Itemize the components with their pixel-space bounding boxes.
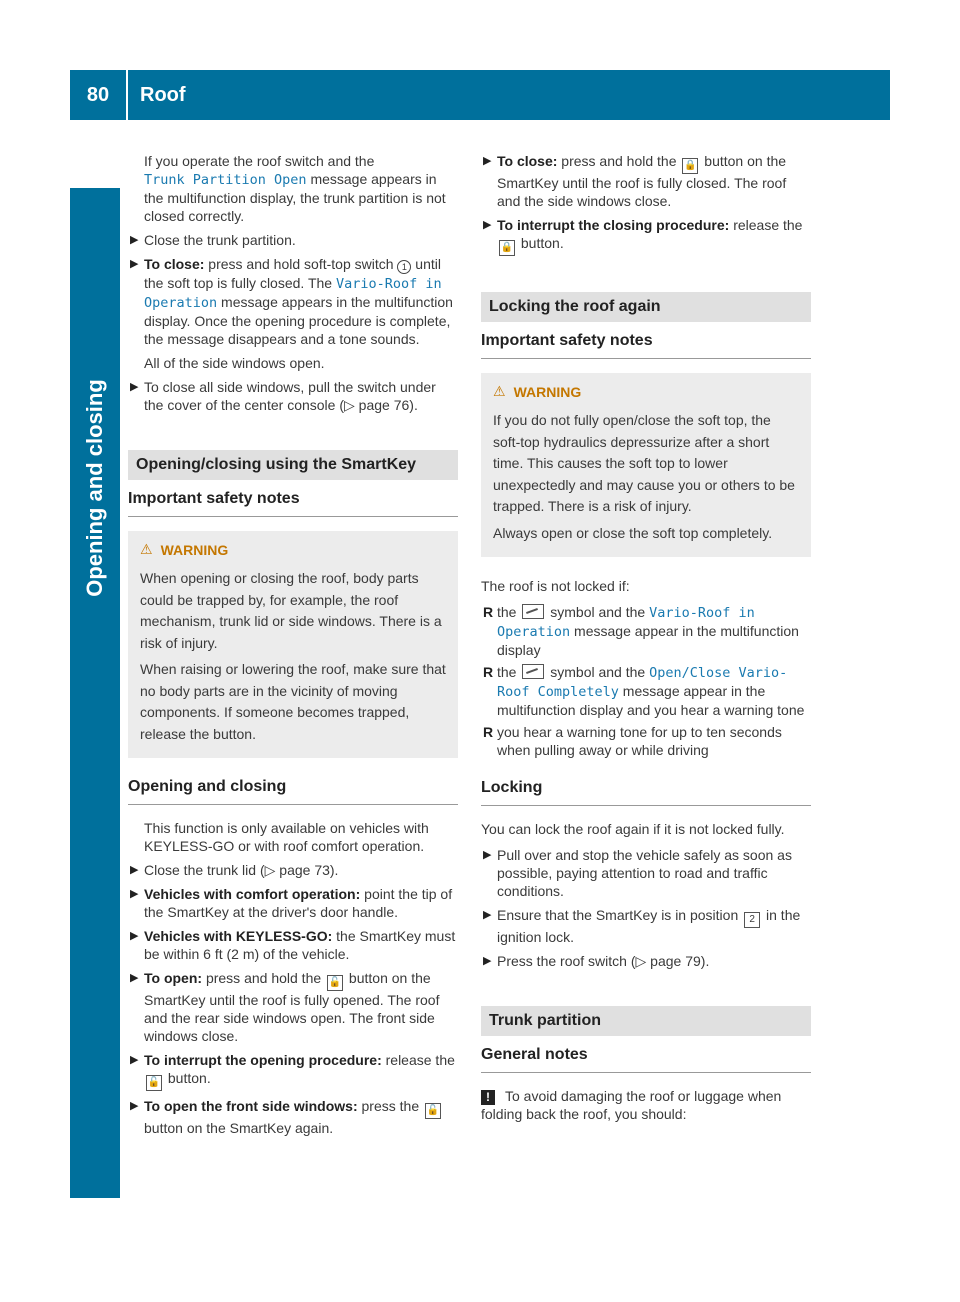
warning-triangle-icon: ⚠ [140,541,153,557]
header-divider [126,70,128,120]
section-heading-trunk-partition: Trunk partition [481,1006,811,1036]
not-locked-intro: The roof is not locked if: [481,578,630,594]
step-pull-over: ▶ Pull over and stop the vehicle safely as soon as possible, paying attention to road and traffic conditions. [483,847,792,899]
display-message: Open/Close Vario-Roof Completely [497,665,788,700]
step-interrupt-opening: ▶ To interrupt the opening procedure: release the 🔓 button. [128,1051,458,1091]
step-arrow-icon: ▶ [130,1100,139,1112]
lock-icon: 🔒 [682,158,698,174]
unlock-icon: 🔓 [425,1103,441,1119]
step-arrow-icon: ▶ [483,955,492,967]
sidebar-title: Opening and closing [82,379,107,597]
page-reference[interactable]: page 76). [358,397,418,413]
bullet-icon: R [483,604,494,620]
page-reference[interactable]: page 73). [279,862,339,878]
roof-warning-symbol-icon [522,604,544,619]
page-number: 80 [86,83,110,106]
lock-icon: 🔒 [499,240,515,256]
warning-title: ⚠ WARNING [140,541,229,558]
warning-paragraph: Always open or close the soft top completely. [493,524,773,541]
list-item: R the symbol and the Open/Close Vario-Roof Completely message appear in the multifunction display and you hear a warning tone [483,664,805,718]
subheading-general-notes: General notes [481,1046,811,1073]
page-ref-icon: ▷ [635,953,647,969]
key-position-icon: 2 [744,912,760,928]
unlock-icon: 🔓 [327,975,343,991]
windows-open-text: All of the side windows open. [144,355,325,371]
warning-paragraph: When raising or lowering the roof, make sure that no body parts are in the vicinity of moving components. If someone becomes trapped, release the button. [140,661,446,742]
step-arrow-icon: ▶ [130,381,139,393]
step-arrow-icon: ▶ [483,155,492,167]
note-paragraph: ! To avoid damaging the roof or luggage when folding back the roof, you should: [481,1088,782,1122]
step-arrow-icon: ▶ [483,909,492,921]
page-ref-icon: ▷ [264,862,276,878]
bullet-icon: R [483,724,494,740]
roof-warning-symbol-icon [522,664,544,679]
header-bar [70,70,890,120]
intro-paragraph: If you operate the roof switch and the Trunk Partition Open message appears in the multifunction display, the trunk partition is not closed correctly. [144,153,446,224]
step-smartkey-position: ▶ Ensure that the SmartKey is in position 2 in the ignition lock. [483,907,801,945]
page-reference[interactable]: page 79). [650,953,710,969]
step-keyless-go: ▶ Vehicles with KEYLESS-GO: the SmartKey must be within 6 ft (2 m) of the vehicle. [130,928,456,962]
step-close-trunk-lid: ▶ Close the trunk lid (▷ page 73). [130,862,339,878]
step-interrupt-closing: ▶ To interrupt the closing procedure: release the 🔒 button. [481,216,811,256]
step-arrow-icon: ▶ [130,1054,139,1066]
caution-icon: ! [481,1090,495,1105]
step-press-roof-switch: ▶ Press the roof switch (▷ page 79). [483,953,710,969]
display-message: Vario-Roof in Operation [144,276,442,311]
subheading-safety-notes: Important safety notes [128,490,458,517]
step-to-close: ▶ To close: press and hold soft-top switch 1 until the soft top is fully closed. The Vario-Roof in Operation message appears in the multifunction display. Once the opening procedure is complete, the message disappears and a tone sounds. [130,256,453,347]
page-ref-icon: ▷ [344,397,355,413]
locking-intro: You can lock the roof again if it is not locked fully. [481,821,785,837]
step-close-windows: ▶ To close all side windows, pull the switch under the cover of the center console (▷ page 76). [130,379,436,413]
section-heading-locking-roof: Locking the roof again [481,292,811,322]
step-arrow-icon: ▶ [130,234,139,246]
warning-paragraph: If you do not fully open/close the soft top, the soft-top hydraulics depressurize after a short time. This causes the soft top to lower unexpectedly and may cause you or others to be trapped. There is a risk of injury. [493,412,795,514]
step-to-close: ▶ To close: press and hold the 🔒 button on the SmartKey until the roof is fully closed. The roof and the side windows close. [483,153,787,209]
warning-title: ⚠ WARNING [493,383,582,400]
warning-box [481,373,811,557]
sidebar-divider [70,186,120,188]
page-title: Roof [140,83,186,106]
right-column [481,152,811,1123]
step-arrow-icon: ▶ [130,864,139,876]
step-arrow-icon: ▶ [130,972,139,984]
step-to-open: ▶ To open: press and hold the 🔓 button on the SmartKey until the roof is fully opened. The roof and the rear side windows open. The front side windows close. [130,970,440,1044]
switch-number-icon: 1 [397,260,411,274]
step-arrow-icon: ▶ [130,258,139,270]
warning-paragraph: When opening or closing the roof, body parts could be trapped by, for example, the roof mechanism, trunk lid or side windows. There is a risk of injury. [140,570,442,651]
list-item: R you hear a warning tone for up to ten seconds when pulling away or while driving [483,724,782,758]
bullet-icon: R [483,664,494,680]
section-heading-smartkey: Opening/closing using the SmartKey [128,450,458,480]
step-comfort-operation: ▶ Vehicles with comfort operation: point the tip of the SmartKey at the driver's door handle. [130,886,453,920]
step-close-trunk-partition: ▶ Close the trunk partition. [130,232,296,248]
subheading-opening-closing: Opening and closing [128,778,458,805]
list-item: R the symbol and the Vario-Roof in Operation message appear in the multifunction display [483,604,799,658]
subheading-locking: Locking [481,779,811,806]
step-open-front-windows: ▶ To open the front side windows: press the 🔓 button on the SmartKey again. [130,1098,440,1136]
display-message: Vario-Roof in Operation [497,605,755,640]
subheading-safety-notes: Important safety notes [481,332,811,359]
left-column [128,152,458,1143]
unlock-icon: 🔓 [146,1075,162,1091]
step-arrow-icon: ▶ [483,849,492,861]
opening-closing-intro: This function is only available on vehicles with KEYLESS-GO or with roof comfort operation. [144,820,429,854]
warning-box [128,531,458,758]
sidebar-tab [70,188,120,1198]
step-arrow-icon: ▶ [130,888,139,900]
step-arrow-icon: ▶ [483,219,492,231]
display-message: Trunk Partition Open [144,172,307,188]
warning-triangle-icon: ⚠ [493,383,506,399]
step-arrow-icon: ▶ [130,930,139,942]
